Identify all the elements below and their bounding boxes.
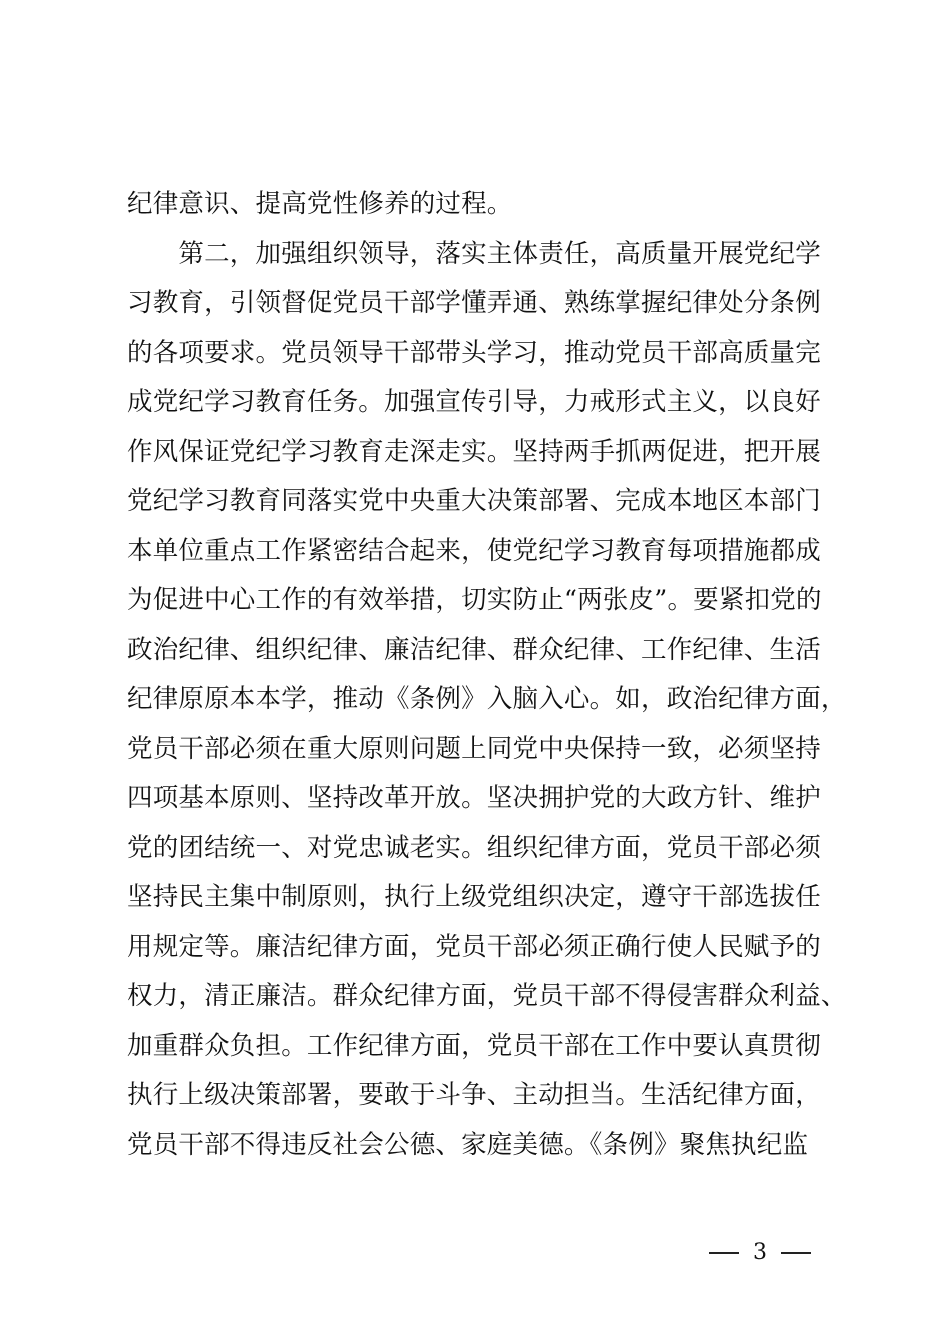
footer-dash-right: [781, 1252, 811, 1254]
text-line: 四项基本原则、坚持改革开放。坚决拥护党的大政方针、维护: [127, 783, 821, 813]
text-line: 权力，清正廉洁。群众纪律方面，党员干部不得侵害群众利益、: [127, 981, 847, 1011]
text-line: 加重群众负担。工作纪律方面，党员干部在工作中要认真贯彻: [127, 1030, 821, 1061]
text-line: 纪律原原本本学，推动《条例》入脑入心。如，政治纪律方面，: [127, 684, 847, 714]
text-line: 坚持民主集中制原则，执行上级党组织决定，遵守干部选拔任: [127, 882, 821, 912]
text-line: 本单位重点工作紧密结合起来，使党纪学习教育每项措施都成: [127, 535, 821, 566]
text-line: 党员干部不得违反社会公德、家庭美德。《条例》聚焦执纪监: [127, 1129, 809, 1160]
text-line: 习教育，引领督促党员干部学懂弄通、熟练掌握纪律处分条例: [127, 288, 821, 318]
text-line: 用规定等。廉洁纪律方面，党员干部必须正确行使人民赋予的: [127, 931, 821, 962]
text-line: 执行上级决策部署，要敢于斗争、主动担当。生活纪律方面，: [127, 1080, 821, 1110]
text-line: 党员干部必须在重大原则问题上同党中央保持一致，必须坚持: [127, 733, 821, 764]
body-text: [127, 180, 867, 1170]
page-number: 3: [753, 1240, 767, 1265]
text-line: 为促进中心工作的有效举措，切实防止“两张皮”。要紧扣党的: [127, 585, 822, 615]
footer-dash-left: [709, 1252, 739, 1254]
text-line: 成党纪学习教育任务。加强宣传引导，力戒形式主义，以良好: [127, 387, 821, 417]
text-line: 的各项要求。党员领导干部带头学习，推动党员干部高质量完: [127, 337, 821, 368]
text-line: 党纪学习教育同落实党中央重大决策部署、完成本地区本部门: [127, 486, 821, 516]
text-line: 作风保证党纪学习教育走深走实。坚持两手抓两促进，把开展: [127, 436, 821, 467]
page-footer: [690, 1238, 830, 1268]
text-line: 政治纪律、组织纪律、廉洁纪律、群众纪律、工作纪律、生活: [127, 634, 821, 665]
text-line: 纪律意识、提高党性修养的过程。: [127, 189, 513, 219]
text-line: 党的团结统一、对党忠诚老实。组织纪律方面，党员干部必须: [127, 832, 821, 863]
text-line: 第二，加强组织领导，落实主体责任，高质量开展党纪学: [127, 238, 821, 269]
